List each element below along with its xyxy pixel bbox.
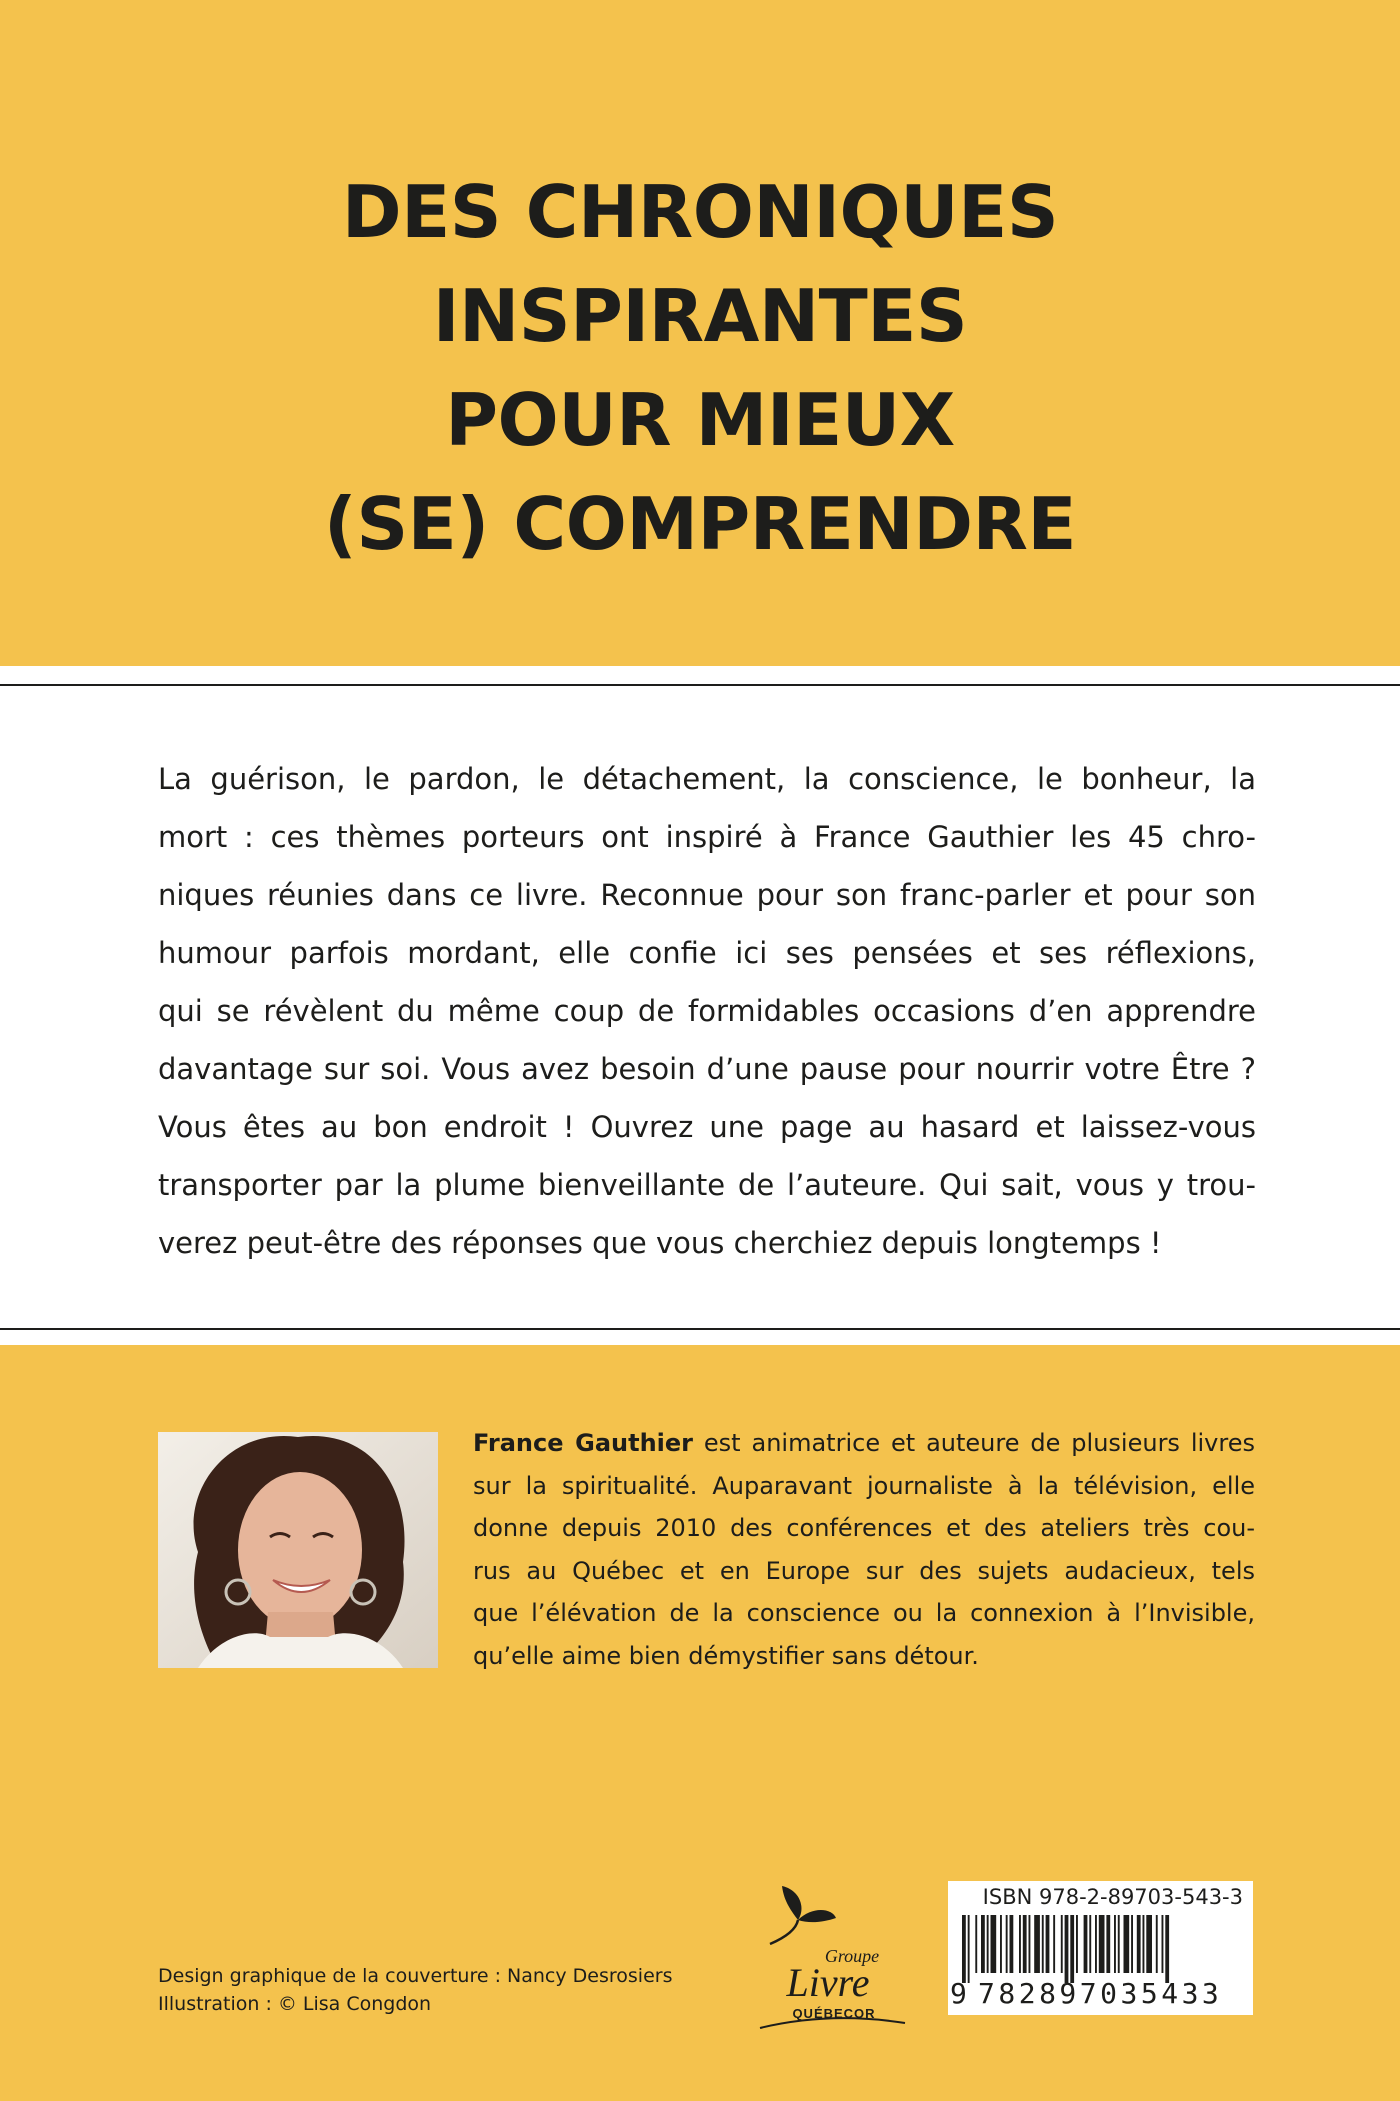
- bio-line: sur la spiritualité. Auparavant journaliste à la télévision, elle: [473, 1471, 1255, 1500]
- headline-line: DES CHRONIQUES: [341, 170, 1059, 254]
- author-bio: [473, 1422, 1255, 1677]
- publisher-group-text: Groupe: [824, 1946, 880, 1966]
- barcode-bar: [1137, 1915, 1141, 1973]
- blurb-line: verez peut-être des réponses que vous cherchiez depuis longtemps !: [158, 1226, 1162, 1260]
- barcode-bar: [1076, 1915, 1078, 1973]
- barcode-bar: [1162, 1915, 1164, 1973]
- blurb-line: qui se révèlent du même coup de formidables occasions d’en apprendre: [158, 994, 1256, 1028]
- blurb-line: niques réunies dans ce livre. Reconnue pour son franc-parler et pour son: [158, 878, 1256, 912]
- publisher-logo: [740, 1878, 910, 2033]
- barcode-bar: [975, 1915, 977, 1973]
- barcode-bar: [1046, 1915, 1050, 1973]
- blurb-line: La guérison, le pardon, le détachement, la conscience, le bonheur, la: [158, 762, 1256, 796]
- barcode-bar: [1029, 1915, 1031, 1973]
- bio-line: que l’élévation de la conscience ou la connexion à l’Invisible,: [473, 1599, 1255, 1627]
- barcode-bar: [1061, 1915, 1063, 1973]
- barcode-bar: [1165, 1915, 1169, 1983]
- isbn-label: ISBN 978-2-89703-543-3: [982, 1885, 1243, 1909]
- barcode-bar: [1106, 1915, 1110, 1973]
- bio-line: donne depuis 2010 des conférences et des ateliers très cou-: [473, 1514, 1255, 1542]
- publisher-quebecor-text: QUÉBECOR: [792, 2006, 876, 2021]
- headline-line: INSPIRANTES: [432, 274, 968, 358]
- barcode-bar: [1042, 1915, 1044, 1973]
- blurb-line: davantage sur soi. Vous avez besoin d’une pause pour nourrir votre Être ?: [158, 1052, 1256, 1086]
- barcode-bar: [1053, 1915, 1055, 1973]
- barcode-bar: [1095, 1915, 1097, 1973]
- cover-credits: [158, 1962, 672, 2018]
- barcode-bar: [1131, 1915, 1133, 1973]
- barcode-bar: [1118, 1915, 1120, 1973]
- barcode-bar: [1089, 1915, 1091, 1973]
- book-blurb: [158, 750, 1256, 1272]
- headline-line: POUR MIEUX: [445, 378, 955, 462]
- back-cover-headline: [0, 160, 1400, 576]
- barcode-bar: [981, 1915, 985, 1973]
- barcode-bar: [1019, 1915, 1021, 1973]
- headline-line: (SE) COMPRENDRE: [323, 482, 1077, 566]
- barcode-bar: [1034, 1915, 1040, 1973]
- bio-line: rus au Québec et en Europe sur des sujets audacieux, tels: [473, 1556, 1255, 1585]
- barcode-bar: [987, 1915, 989, 1973]
- illustration-credit: Illustration : © Lisa Congdon: [158, 1993, 432, 2015]
- barcode-bar: [1143, 1915, 1145, 1973]
- barcode-bar: [1114, 1915, 1116, 1973]
- author-name: France Gauthier: [473, 1429, 693, 1457]
- barcode-bar: [1010, 1915, 1014, 1973]
- blurb-line: Vous êtes au bon endroit ! Ouvrez une page au hasard et laissez-vous: [158, 1110, 1256, 1144]
- barcode-bar: [1070, 1915, 1074, 1983]
- author-photo: [158, 1432, 438, 1668]
- barcode-digit-string: 782897035433: [978, 1977, 1223, 2010]
- barcode-bar: [991, 1915, 997, 1973]
- publisher-livre-text: Livre: [786, 1960, 870, 2005]
- design-credit: Design graphique de la couverture : Nancy Desrosiers: [158, 1965, 673, 1987]
- barcode-bar: [1065, 1915, 1069, 1983]
- barcode-bar: [968, 1915, 970, 1983]
- blurb-line: humour parfois mordant, elle confie ici ses pensées et ses réflexions,: [158, 936, 1256, 970]
- bio-line: qu’elle aime bien démystifier sans détour.: [473, 1641, 979, 1670]
- divider-bottom: [0, 1328, 1400, 1330]
- barcode-bar: [1023, 1915, 1027, 1973]
- blurb-line: mort : ces thèmes porteurs ont inspiré à France Gauthier les 45 chro-: [158, 820, 1256, 854]
- barcode-bar: [1000, 1915, 1002, 1973]
- bio-line: [473, 1422, 1255, 1465]
- barcode-bars: [962, 1915, 1242, 1985]
- barcode-bar: [1084, 1915, 1088, 1973]
- divider-top: [0, 684, 1400, 686]
- barcode-bar: [1006, 1915, 1008, 1973]
- barcode-bar: [1146, 1915, 1152, 1973]
- bio-first-line-text: est animatrice et auteure de plusieurs livres: [693, 1429, 1255, 1457]
- barcode-bar: [1156, 1915, 1158, 1973]
- barcode-first-digit: 9: [950, 1977, 968, 2010]
- blurb-line: transporter par la plume bienveillante de l’auteure. Qui sait, vous y trou-: [158, 1168, 1256, 1202]
- barcode-bar: [1124, 1915, 1130, 1973]
- barcode-panel: [948, 1881, 1253, 2015]
- barcode-bar: [1099, 1915, 1105, 1973]
- barcode-bar: [962, 1915, 966, 1983]
